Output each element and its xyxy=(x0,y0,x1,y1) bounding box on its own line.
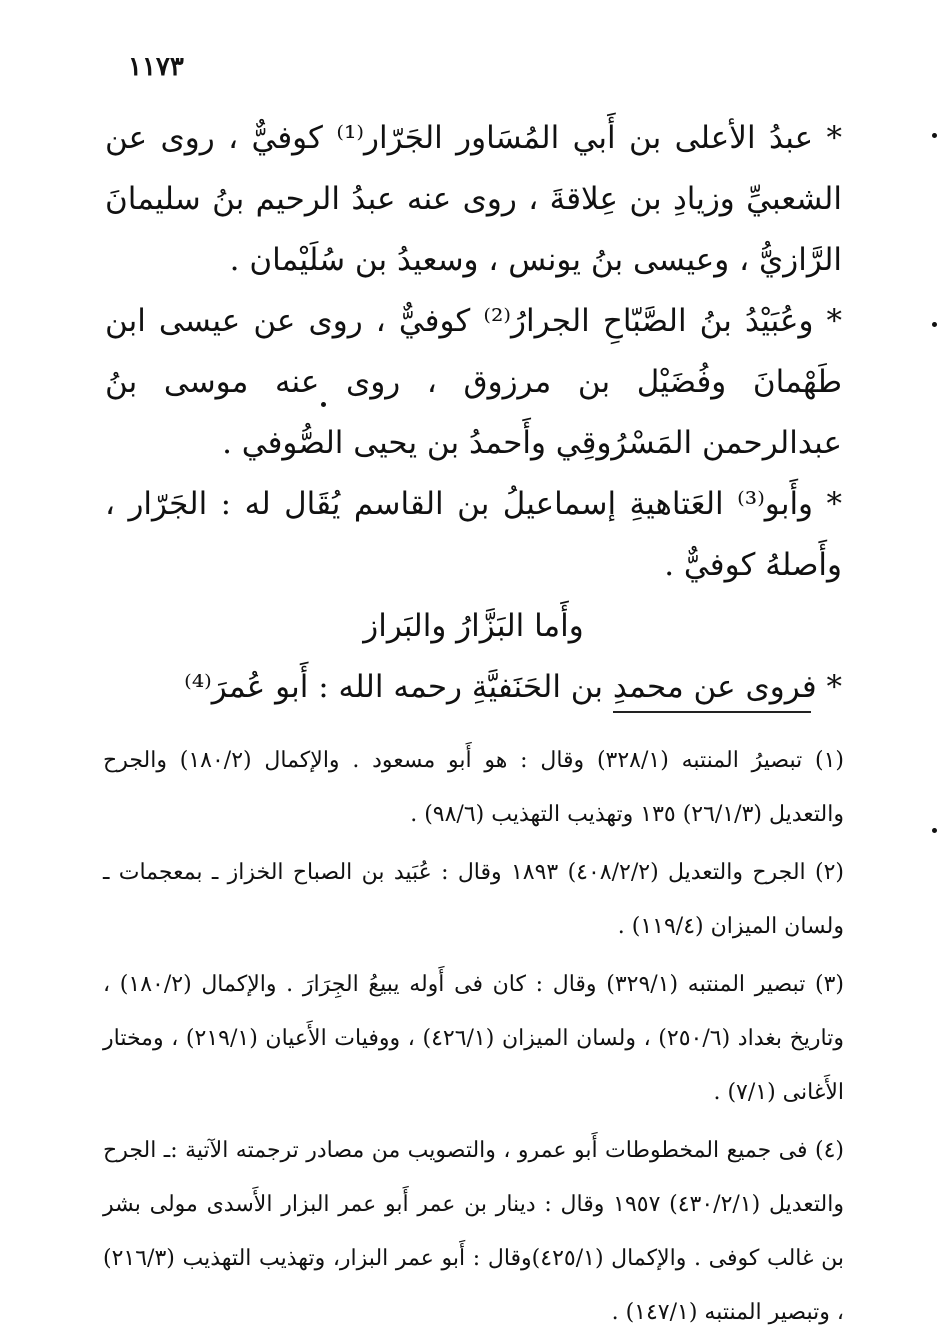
footnote-separator xyxy=(613,711,811,713)
entry-ubayd-ibn-al-sabbah: * وعُبَيْدُ بنُ الصَّبّاحِ الجرارُ⁽²⁾ كوفيٌّ ، روى عن عيسى ابن طَهْمانَ وفُضَيْل بن مرزوق ، روى عنه موسى بنُ عبدالرحمن المَسْرُوقِي وأَحمدُ بن يحيى الصُّوفي . xyxy=(105,303,842,461)
page-number: ١١٧٣ xyxy=(128,52,184,82)
margin-mark xyxy=(932,828,937,833)
ink-speck xyxy=(321,402,326,407)
entry-abu-al-atahiya: * وأَبو⁽³⁾ العَتاهيةِ إسماعيلُ بن القاسم يُقَال له : الجَرّار ، وأَصلهُ كوفيٌّ . xyxy=(105,486,842,583)
footnote-2: (٢) الجرح والتعديل (٤٠٨/٢/٢) ١٨٩٣ وقال : عُبَيد بن الصباح الخزاز ـ بمعجمات ـ ولسان الميزان (١١٩/٤) . xyxy=(103,860,844,939)
main-text xyxy=(105,108,842,718)
footnote-4: (٤) فى جميع المخطوطات أَبو عمرو ، والتصويب من مصادر ترجمته الآتية :ـ الجرح والتعديل (٤٣٠/٢/١) ١٩٥٧ وقال : دينار بن عمر أَبو عمر البزار الأَسدى مولى بشر بن غالب كوفى . والإكمال (٤٢٥/١)وقال : أَبو عمر البزار، وتهذيب التهذيب (٢١٦/٣) ، وتبصير المنتبه (١٤٧/١) . xyxy=(103,1138,845,1325)
footnote-3: (٣) تبصير المنتبه (٣٢٩/١) وقال : كان فى أَوله يبيعُ الجِرَارَ . والإكمال (١٨٠/٢) ، وتاريخ بغداد (٢٥٠/٦) ، ولسان الميزان (٤٢٦/١) ، ووفيات الأَعيان (٢١٩/١) ، ومختار الأَغانى (٧/١) . xyxy=(103,972,845,1105)
margin-mark xyxy=(932,133,937,138)
section-heading: وأَما البَزَّارُ والبَراز xyxy=(363,608,584,644)
margin-mark xyxy=(932,322,937,327)
entry-abu-umar: * فروى عن محمدِ بن الحَنَفيَّةِ رحمه الله : أَبو عُمرَ⁽⁴⁾ xyxy=(184,669,842,705)
footnotes xyxy=(103,734,844,1344)
entry-abd-al-ala: * عبدُ الأعلى بن أَبي المُسَاور الجَرّار⁽¹⁾ كوفيٌّ ، روى عن الشعبيِّ وزيادِ بن عِلاقةَ ، روى عنه عبدُ الرحيم بنُ سليمانَ الرَّازيُّ ، وعيسى بنُ يونس ، وسعيدُ بن سُلَيْمان . xyxy=(105,120,842,278)
footnote-1: (١) تبصيرُ المنتبه (٣٢٨/١) وقال : هو أَبو مسعود . والإكمال (١٨٠/٢) والجرح والتعديل (٢٦/١/٣) ١٣٥ وتهذيب التهذيب (٩٨/٦) . xyxy=(103,748,845,827)
